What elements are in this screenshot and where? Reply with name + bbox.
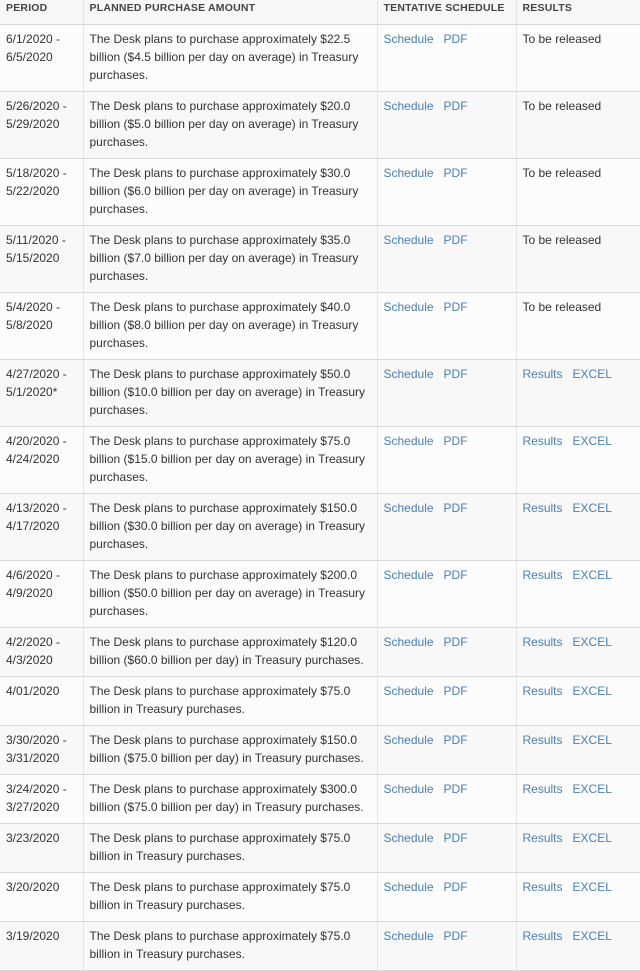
period-cell	[0, 226, 83, 293]
period-text: 5/4/2020 - 5/8/2020	[6, 300, 61, 332]
period-cell	[0, 427, 83, 494]
schedule-link[interactable]: Schedule	[383, 880, 434, 894]
results-cell	[516, 922, 640, 971]
schedule-link[interactable]: Schedule	[383, 929, 434, 943]
table-row	[0, 25, 640, 92]
results-status: To be released	[522, 233, 602, 247]
amount-cell	[83, 873, 377, 922]
period-cell	[0, 159, 83, 226]
amount-text: The Desk plans to purchase approximately $50.0 billion ($10.0 billion per day on average) in Treasury purchases.	[89, 367, 365, 417]
results-link[interactable]: Results	[522, 782, 563, 796]
amount-cell	[83, 494, 377, 561]
schedule-link[interactable]: Schedule	[383, 501, 434, 515]
amount-cell	[83, 561, 377, 628]
excel-link[interactable]: EXCEL	[572, 782, 612, 796]
schedule-cell	[377, 824, 516, 873]
schedule-link[interactable]: Schedule	[383, 568, 434, 582]
results-link[interactable]: Results	[522, 635, 563, 649]
schedule-cell	[377, 159, 516, 226]
results-cell	[516, 873, 640, 922]
period-cell	[0, 873, 83, 922]
schedule-link[interactable]: Schedule	[383, 166, 434, 180]
amount-text: The Desk plans to purchase approximately $75.0 billion in Treasury purchases.	[89, 929, 351, 961]
results-link[interactable]: Results	[522, 434, 563, 448]
pdf-link[interactable]: PDF	[443, 635, 468, 649]
schedule-cell	[377, 873, 516, 922]
schedule-link[interactable]: Schedule	[383, 32, 434, 46]
period-cell	[0, 677, 83, 726]
table-row	[0, 677, 640, 726]
schedule-link[interactable]: Schedule	[383, 434, 434, 448]
period-text: 4/20/2020 - 4/24/2020	[6, 434, 67, 466]
period-text: 4/2/2020 - 4/3/2020	[6, 635, 61, 667]
table-row	[0, 824, 640, 873]
excel-link[interactable]: EXCEL	[572, 684, 612, 698]
period-cell	[0, 561, 83, 628]
table-header	[0, 0, 640, 25]
results-cell	[516, 226, 640, 293]
period-text: 3/24/2020 - 3/27/2020	[6, 782, 67, 814]
period-cell	[0, 360, 83, 427]
pdf-link[interactable]: PDF	[443, 367, 468, 381]
period-cell	[0, 775, 83, 824]
amount-cell	[83, 159, 377, 226]
amount-text: The Desk plans to purchase approximately $300.0 billion ($75.0 billion per day) in Treasury purchases.	[89, 782, 364, 814]
amount-text: The Desk plans to purchase approximately $75.0 billion ($15.0 billion per day on average) in Treasury purchases.	[89, 434, 365, 484]
table-row	[0, 775, 640, 824]
table-row	[0, 628, 640, 677]
schedule-cell	[377, 628, 516, 677]
period-cell	[0, 628, 83, 677]
period-text: 5/11/2020 - 5/15/2020	[6, 233, 66, 265]
schedule-cell	[377, 726, 516, 775]
amount-cell	[83, 775, 377, 824]
table-row	[0, 293, 640, 360]
results-cell	[516, 677, 640, 726]
pdf-link[interactable]: PDF	[443, 733, 468, 747]
results-cell	[516, 92, 640, 159]
results-cell	[516, 824, 640, 873]
period-text: 3/20/2020	[6, 880, 60, 894]
table-row	[0, 873, 640, 922]
amount-text: The Desk plans to purchase approximately $30.0 billion ($6.0 billion per day on average) in Treasury purchases.	[89, 166, 359, 216]
results-cell	[516, 360, 640, 427]
period-text: 3/30/2020 - 3/31/2020	[6, 733, 67, 765]
period-cell	[0, 293, 83, 360]
results-link[interactable]: Results	[522, 831, 563, 845]
results-cell	[516, 427, 640, 494]
table-row	[0, 561, 640, 628]
results-status: To be released	[522, 166, 602, 180]
schedule-link[interactable]: Schedule	[383, 99, 434, 113]
results-cell	[516, 628, 640, 677]
amount-cell	[83, 628, 377, 677]
amount-cell	[83, 824, 377, 873]
results-cell	[516, 159, 640, 226]
schedule-cell	[377, 360, 516, 427]
excel-link[interactable]: EXCEL	[572, 434, 612, 448]
column-header-schedule: TENTATIVE SCHEDULE	[377, 0, 516, 25]
results-link[interactable]: Results	[522, 568, 563, 582]
schedule-cell	[377, 561, 516, 628]
table-row	[0, 159, 640, 226]
amount-text: The Desk plans to purchase approximately $150.0 billion ($75.0 billion per day) in Treasury purchases.	[89, 733, 364, 765]
amount-cell	[83, 25, 377, 92]
period-text: 4/27/2020 - 5/1/2020*	[6, 367, 67, 399]
amount-cell	[83, 922, 377, 971]
amount-cell	[83, 293, 377, 360]
results-cell	[516, 293, 640, 360]
period-text: 5/18/2020 - 5/22/2020	[6, 166, 67, 198]
amount-text: The Desk plans to purchase approximately $40.0 billion ($8.0 billion per day on average) in Treasury purchases.	[89, 300, 359, 350]
table-body	[0, 25, 640, 971]
schedule-link[interactable]: Schedule	[383, 367, 434, 381]
schedule-cell	[377, 92, 516, 159]
period-text: 3/23/2020	[6, 831, 60, 845]
pdf-link[interactable]: PDF	[443, 929, 468, 943]
amount-text: The Desk plans to purchase approximately $200.0 billion ($50.0 billion per day on average) in Treasury purchases.	[89, 568, 365, 618]
column-header-results: RESULTS	[516, 0, 640, 25]
pdf-link[interactable]: PDF	[443, 501, 468, 515]
pdf-link[interactable]: PDF	[443, 32, 468, 46]
table-row	[0, 726, 640, 775]
amount-cell	[83, 726, 377, 775]
results-cell	[516, 726, 640, 775]
amount-cell	[83, 427, 377, 494]
schedule-link[interactable]: Schedule	[383, 684, 434, 698]
amount-cell	[83, 360, 377, 427]
results-cell	[516, 561, 640, 628]
period-text: 3/19/2020	[6, 929, 60, 943]
pdf-link[interactable]: PDF	[443, 831, 468, 845]
table-row	[0, 427, 640, 494]
pdf-link[interactable]: PDF	[443, 300, 468, 314]
schedule-cell	[377, 922, 516, 971]
period-text: 5/26/2020 - 5/29/2020	[6, 99, 67, 131]
amount-text: The Desk plans to purchase approximately $120.0 billion ($60.0 billion per day) in Treasury purchases.	[89, 635, 364, 667]
column-header-amount: PLANNED PURCHASE AMOUNT	[83, 0, 377, 25]
table-row	[0, 494, 640, 561]
table-row	[0, 922, 640, 971]
excel-link[interactable]: EXCEL	[572, 501, 612, 515]
schedule-link[interactable]: Schedule	[383, 635, 434, 649]
schedule-cell	[377, 226, 516, 293]
pdf-link[interactable]: PDF	[443, 684, 468, 698]
schedule-link[interactable]: Schedule	[383, 233, 434, 247]
pdf-link[interactable]: PDF	[443, 568, 468, 582]
schedule-link[interactable]: Schedule	[383, 300, 434, 314]
schedule-link[interactable]: Schedule	[383, 782, 434, 796]
excel-link[interactable]: EXCEL	[572, 880, 612, 894]
amount-text: The Desk plans to purchase approximately $22.5 billion ($4.5 billion per day on average) in Treasury purchases.	[89, 32, 359, 82]
results-cell	[516, 25, 640, 92]
table-row	[0, 92, 640, 159]
schedule-cell	[377, 25, 516, 92]
amount-text: The Desk plans to purchase approximately $35.0 billion ($7.0 billion per day on average) in Treasury purchases.	[89, 233, 359, 283]
excel-link[interactable]: EXCEL	[572, 367, 612, 381]
amount-text: The Desk plans to purchase approximately $75.0 billion in Treasury purchases.	[89, 831, 351, 863]
period-cell	[0, 92, 83, 159]
period-cell	[0, 494, 83, 561]
amount-text: The Desk plans to purchase approximately $150.0 billion ($30.0 billion per day on average) in Treasury purchases.	[89, 501, 365, 551]
results-cell	[516, 775, 640, 824]
period-cell	[0, 922, 83, 971]
pdf-link[interactable]: PDF	[443, 233, 468, 247]
results-link[interactable]: Results	[522, 684, 563, 698]
pdf-link[interactable]: PDF	[443, 434, 468, 448]
schedule-cell	[377, 494, 516, 561]
amount-text: The Desk plans to purchase approximately $20.0 billion ($5.0 billion per day on average) in Treasury purchases.	[89, 99, 359, 149]
excel-link[interactable]: EXCEL	[572, 733, 612, 747]
excel-link[interactable]: EXCEL	[572, 929, 612, 943]
results-status: To be released	[522, 99, 602, 113]
table-row	[0, 226, 640, 293]
amount-text: The Desk plans to purchase approximately $75.0 billion in Treasury purchases.	[89, 880, 351, 912]
results-link[interactable]: Results	[522, 733, 563, 747]
pdf-link[interactable]: PDF	[443, 99, 468, 113]
column-header-period: PERIOD	[0, 0, 83, 25]
schedule-cell	[377, 775, 516, 824]
period-cell	[0, 824, 83, 873]
amount-cell	[83, 226, 377, 293]
amount-text: The Desk plans to purchase approximately $75.0 billion in Treasury purchases.	[89, 684, 351, 716]
table-row	[0, 360, 640, 427]
excel-link[interactable]: EXCEL	[572, 568, 612, 582]
amount-cell	[83, 677, 377, 726]
period-cell	[0, 25, 83, 92]
pdf-link[interactable]: PDF	[443, 782, 468, 796]
schedule-cell	[377, 677, 516, 726]
results-link[interactable]: Results	[522, 367, 563, 381]
pdf-link[interactable]: PDF	[443, 880, 468, 894]
schedule-link[interactable]: Schedule	[383, 733, 434, 747]
excel-link[interactable]: EXCEL	[572, 831, 612, 845]
period-cell	[0, 726, 83, 775]
results-link[interactable]: Results	[522, 929, 563, 943]
schedule-cell	[377, 427, 516, 494]
results-status: To be released	[522, 32, 602, 46]
schedule-cell	[377, 293, 516, 360]
amount-cell	[83, 92, 377, 159]
results-cell	[516, 494, 640, 561]
period-text: 6/1/2020 - 6/5/2020	[6, 32, 61, 64]
results-status: To be released	[522, 300, 602, 314]
period-text: 4/01/2020	[6, 684, 60, 698]
results-link[interactable]: Results	[522, 880, 563, 894]
period-text: 4/13/2020 - 4/17/2020	[6, 501, 67, 533]
pdf-link[interactable]: PDF	[443, 166, 468, 180]
schedule-link[interactable]: Schedule	[383, 831, 434, 845]
period-text: 4/6/2020 - 4/9/2020	[6, 568, 61, 600]
results-link[interactable]: Results	[522, 501, 563, 515]
excel-link[interactable]: EXCEL	[572, 635, 612, 649]
